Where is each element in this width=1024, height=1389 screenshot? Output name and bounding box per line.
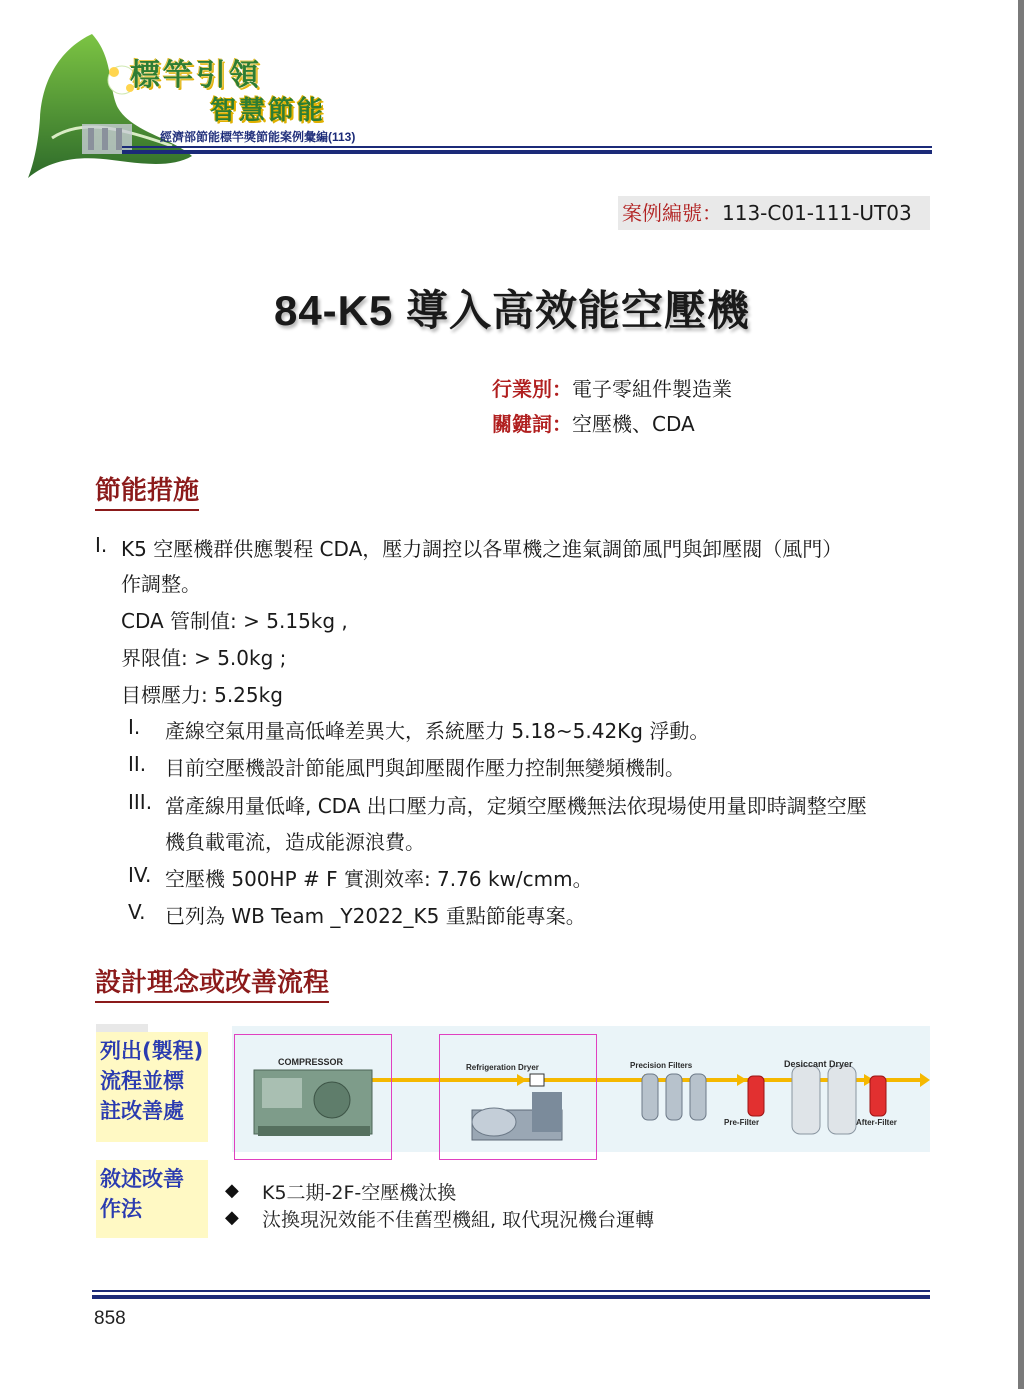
sub-item-number: II.	[128, 752, 147, 776]
main-item-line1: K5 空壓機群供應製程 CDA，壓力調控以各單機之進氣調節風門與卸壓閥（風門）	[121, 537, 843, 561]
logo-text-line2: 智慧節能	[210, 96, 327, 126]
improvement-bullet: 汰換現況效能不佳舊型機組, 取代現況機台運轉	[262, 1209, 655, 1231]
sub-item-number: III.	[128, 790, 153, 814]
logo-text-line1: 標竿引領	[130, 58, 262, 93]
keyword-value: 空壓機、CDA	[572, 412, 695, 436]
footer-rule-thick	[92, 1295, 930, 1299]
improvement-highlight-dryer	[439, 1034, 597, 1160]
sub-item-text: 當產線用量低峰, CDA 出口壓力高，定頻空壓機無法依現場使用量即時調整空壓	[165, 794, 867, 818]
improvement-highlight-compressor	[234, 1034, 392, 1160]
industry-label: 行業別：	[492, 377, 572, 401]
footer-rule-thin	[92, 1290, 930, 1292]
precision-filters-label: Precision Filters	[630, 1061, 693, 1070]
diamond-bullet-icon: ◆	[225, 1207, 239, 1228]
diamond-bullet-icon: ◆	[225, 1180, 239, 1201]
compressor-label: COMPRESSOR	[278, 1057, 344, 1067]
process-flow-label: 列出(製程)流程並標註改善處	[96, 1032, 208, 1142]
sub-item-number: IV.	[128, 863, 152, 887]
spec-limit: 界限值: > 5.0kg ;	[121, 646, 287, 670]
desiccant-dryer-label: Desiccant Dryer	[784, 1059, 853, 1069]
header-rule-thin	[122, 146, 932, 148]
spec-target: 目標壓力: 5.25kg	[121, 683, 283, 707]
after-filter-label: After-Filter	[856, 1118, 897, 1127]
case-number	[618, 196, 930, 230]
pre-filter-label: Pre-Filter	[724, 1118, 760, 1127]
header-subtitle: 經濟部節能標竿獎節能案例彙編(113)	[160, 130, 356, 144]
page-title: 84-K5 導入高效能空壓機	[273, 287, 751, 334]
sub-item-text: 已列為 WB Team _Y2022_K5 重點節能專案。	[165, 904, 586, 928]
keyword-label: 關鍵詞：	[492, 412, 572, 436]
sub-item-number: V.	[128, 900, 146, 924]
case-number-value: 113-C01-111-UT03	[722, 201, 912, 225]
industry-row	[492, 373, 732, 402]
spec-cda-control: CDA 管制值: > 5.15kg ,	[121, 609, 348, 633]
sub-item-text: 空壓機 500HP # F 實測效率: 7.76 kw/cmm。	[165, 867, 593, 891]
refrigeration-dryer-label: Refrigeration Dryer	[466, 1063, 539, 1072]
main-item-number: I.	[95, 533, 108, 557]
page-edge	[1018, 0, 1024, 1389]
improvement-bullet: K5二期-2F-空壓機汰換	[262, 1182, 457, 1204]
keyword-row	[492, 408, 695, 437]
page-number: 858	[94, 1308, 126, 1329]
sub-item-number: I.	[128, 715, 141, 739]
sub-item-text: 產線空氣用量高低峰差異大，系統壓力 5.18~5.42Kg 浮動。	[165, 719, 710, 743]
sub-item-text-cont: 機負載電流，造成能源浪費。	[165, 830, 425, 854]
improvement-method-label: 敘述改善作法	[96, 1160, 208, 1238]
section-heading-measures: 節能措施	[95, 470, 199, 511]
sub-item-text: 目前空壓機設計節能風門與卸壓閥作壓力控制無變頻機制。	[165, 756, 685, 780]
case-number-label: 案例編號：	[622, 201, 722, 225]
header-rule-thick	[122, 150, 932, 154]
industry-value: 電子零組件製造業	[572, 377, 732, 401]
header-banner	[0, 0, 1024, 190]
main-item-line2: 作調整。	[121, 572, 201, 596]
section-heading-design: 設計理念或改善流程	[95, 962, 329, 1003]
